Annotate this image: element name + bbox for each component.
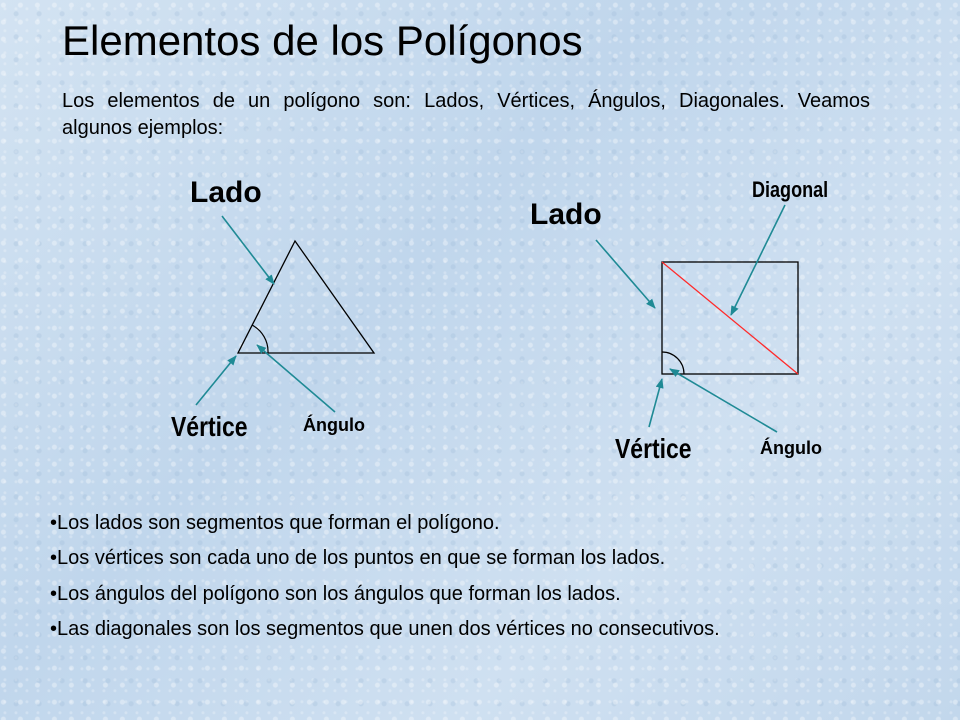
square-side-label: Lado	[530, 198, 602, 231]
square-vertex-arrow	[649, 379, 662, 427]
square-vertex-label: Vértice	[615, 433, 692, 465]
triangle-example	[171, 176, 374, 443]
triangle-side-label: Lado	[190, 176, 262, 209]
triangle-vertex-label: Vértice	[171, 411, 248, 443]
square-diagonal-arrow	[731, 205, 785, 315]
square-angle-arrow	[670, 369, 777, 432]
bullet-lados: • Los lados son segmentos que forman el polígono.	[50, 510, 872, 536]
bullet-angulos: • Los ángulos del polígono son los ángulos que forman los lados.	[50, 581, 872, 607]
square-angle-label: Ángulo	[760, 438, 822, 458]
intro-text: Los elementos de un polígono son: Lados, Vértices, Ángulos, Diagonales. Veamos algunos ejemplos:	[62, 90, 870, 139]
triangle-angle-arc	[252, 325, 268, 353]
square-diagonal	[662, 262, 798, 374]
bullet-vertices: • Los vértices son cada uno de los puntos en que se forman los lados.	[50, 545, 872, 571]
square-side-arrow	[596, 240, 655, 308]
triangle-vertex-arrow	[196, 356, 236, 405]
slide-title: Elementos de los Polígonos	[62, 17, 583, 64]
square-example	[530, 178, 828, 464]
triangle-angle-arrow	[257, 345, 335, 412]
bullet-diagonales: • Las diagonales son los segmentos que unen dos vértices no consecutivos.	[50, 616, 872, 642]
definitions-list	[50, 510, 872, 652]
triangle-shape	[238, 241, 374, 353]
square-diagonal-label: Diagonal	[752, 178, 829, 203]
triangle-angle-label: Ángulo	[303, 415, 365, 435]
triangle-side-arrow	[222, 216, 274, 284]
